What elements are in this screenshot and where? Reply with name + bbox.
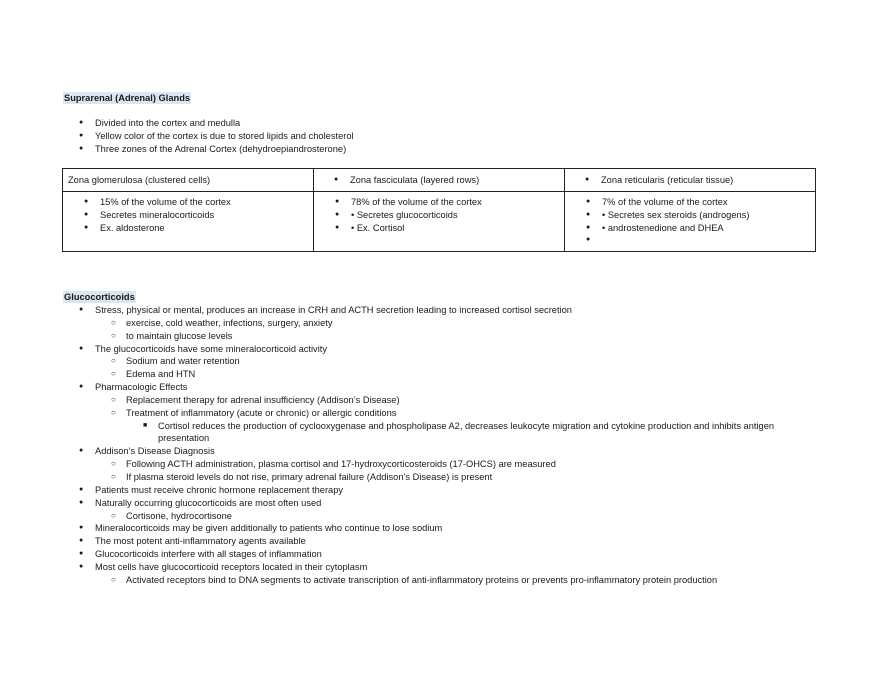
adrenal-zones-table bbox=[62, 168, 816, 252]
list-item: ● The most potent anti-inflammatory agents available bbox=[63, 535, 823, 548]
list-item: ○ Activated receptors bind to DNA segments to activate transcription of anti-inflammatory proteins or prevents pro-inflammatory protein production bbox=[63, 574, 823, 587]
list-item: ○ Cortisone, hydrocortisone bbox=[63, 510, 823, 523]
list-item: ● Pharmacologic Effects bbox=[63, 381, 823, 394]
list-item: ○ Edema and HTN bbox=[63, 368, 823, 381]
table-cell bbox=[314, 192, 565, 252]
glucocorticoids-heading: Glucocorticoids bbox=[64, 292, 135, 302]
list-item: ○ to maintain glucose levels bbox=[63, 330, 823, 343]
list-item: ● Most cells have glucocorticoid receptors located in their cytoplasm bbox=[63, 561, 823, 574]
list-item: ● Addison’s Disease Diagnosis bbox=[63, 445, 823, 458]
list-item: ○ If plasma steroid levels do not rise, primary adrenal failure (Addison’s Disease) is present bbox=[63, 471, 823, 484]
list-item: ● Three zones of the Adrenal Cortex (dehydroepiandrosterone) bbox=[63, 143, 354, 156]
list-item: ● 15% of the volume of the cortex bbox=[63, 196, 313, 209]
list-item: ○ Treatment of inflammatory (acute or chronic) or allergic conditions bbox=[63, 407, 823, 420]
list-item: ● Naturally occurring glucocorticoids are most often used bbox=[63, 497, 823, 510]
table-header-row bbox=[63, 169, 816, 192]
adrenal-bullet-list bbox=[63, 117, 354, 155]
list-item: ● Divided into the cortex and medulla bbox=[63, 117, 354, 130]
list-item: ● • Secretes glucocorticoids bbox=[314, 209, 564, 222]
zone-reticularis-list bbox=[565, 192, 815, 247]
table-row bbox=[63, 192, 816, 252]
table-cell bbox=[565, 192, 816, 252]
list-item: ● Secretes mineralocorticoids bbox=[63, 209, 313, 222]
list-item: ● The glucocorticoids have some mineralocorticoid activity bbox=[63, 343, 823, 356]
list-item: ● 78% of the volume of the cortex bbox=[314, 196, 564, 209]
zone-glomerulosa-list bbox=[63, 192, 313, 234]
table-header-cell bbox=[565, 169, 816, 192]
list-item bbox=[565, 234, 815, 247]
list-item: ○ Sodium and water retention bbox=[63, 355, 823, 368]
zone-fasciculata-list bbox=[314, 192, 564, 234]
table-cell bbox=[63, 192, 314, 252]
list-item: ● • Secretes sex steroids (androgens) bbox=[565, 209, 815, 222]
list-item: ● Glucocorticoids interfere with all stages of inflammation bbox=[63, 548, 823, 561]
glucocorticoids-list bbox=[63, 304, 823, 587]
list-item: ○ exercise, cold weather, infections, surgery, anxiety bbox=[63, 317, 823, 330]
list-item: ○ Following ACTH administration, plasma cortisol and 17-hydroxycorticosteroids (17-OHCS) are measured bbox=[63, 458, 823, 471]
list-item: ● 7% of the volume of the cortex bbox=[565, 196, 815, 209]
zone-fasciculata-header: ● Zona fasciculata (layered rows) bbox=[314, 169, 564, 187]
list-item: ● Ex. aldosterone bbox=[63, 222, 313, 235]
list-item: ● Yellow color of the cortex is due to stored lipids and cholesterol bbox=[63, 130, 354, 143]
list-item: ● Stress, physical or mental, produces an increase in CRH and ACTH secretion leading to increased cortisol secretion bbox=[63, 304, 823, 317]
list-item: ● • androstenedione and DHEA bbox=[565, 222, 815, 235]
zone-reticularis-header: ● Zona reticularis (reticular tissue) bbox=[565, 169, 815, 187]
table-header-cell bbox=[63, 169, 314, 192]
zone-glomerulosa-header: Zona glomerulosa (clustered cells) bbox=[68, 175, 211, 185]
list-item: ● Patients must receive chronic hormone replacement therapy bbox=[63, 484, 823, 497]
list-item: ■ Cortisol reduces the production of cyclooxygenase and phospholipase A2, decreases leukocyte migration and cytokine production and inhibits antigen presentation bbox=[63, 420, 823, 446]
list-item: ● Mineralocorticoids may be given additionally to patients who continue to lose sodium bbox=[63, 522, 823, 535]
adrenal-heading: Suprarenal (Adrenal) Glands bbox=[64, 93, 191, 103]
table-header-cell bbox=[314, 169, 565, 192]
list-item: ○ Replacement therapy for adrenal insufficiency (Addison’s Disease) bbox=[63, 394, 823, 407]
list-item: ● • Ex. Cortisol bbox=[314, 222, 564, 235]
